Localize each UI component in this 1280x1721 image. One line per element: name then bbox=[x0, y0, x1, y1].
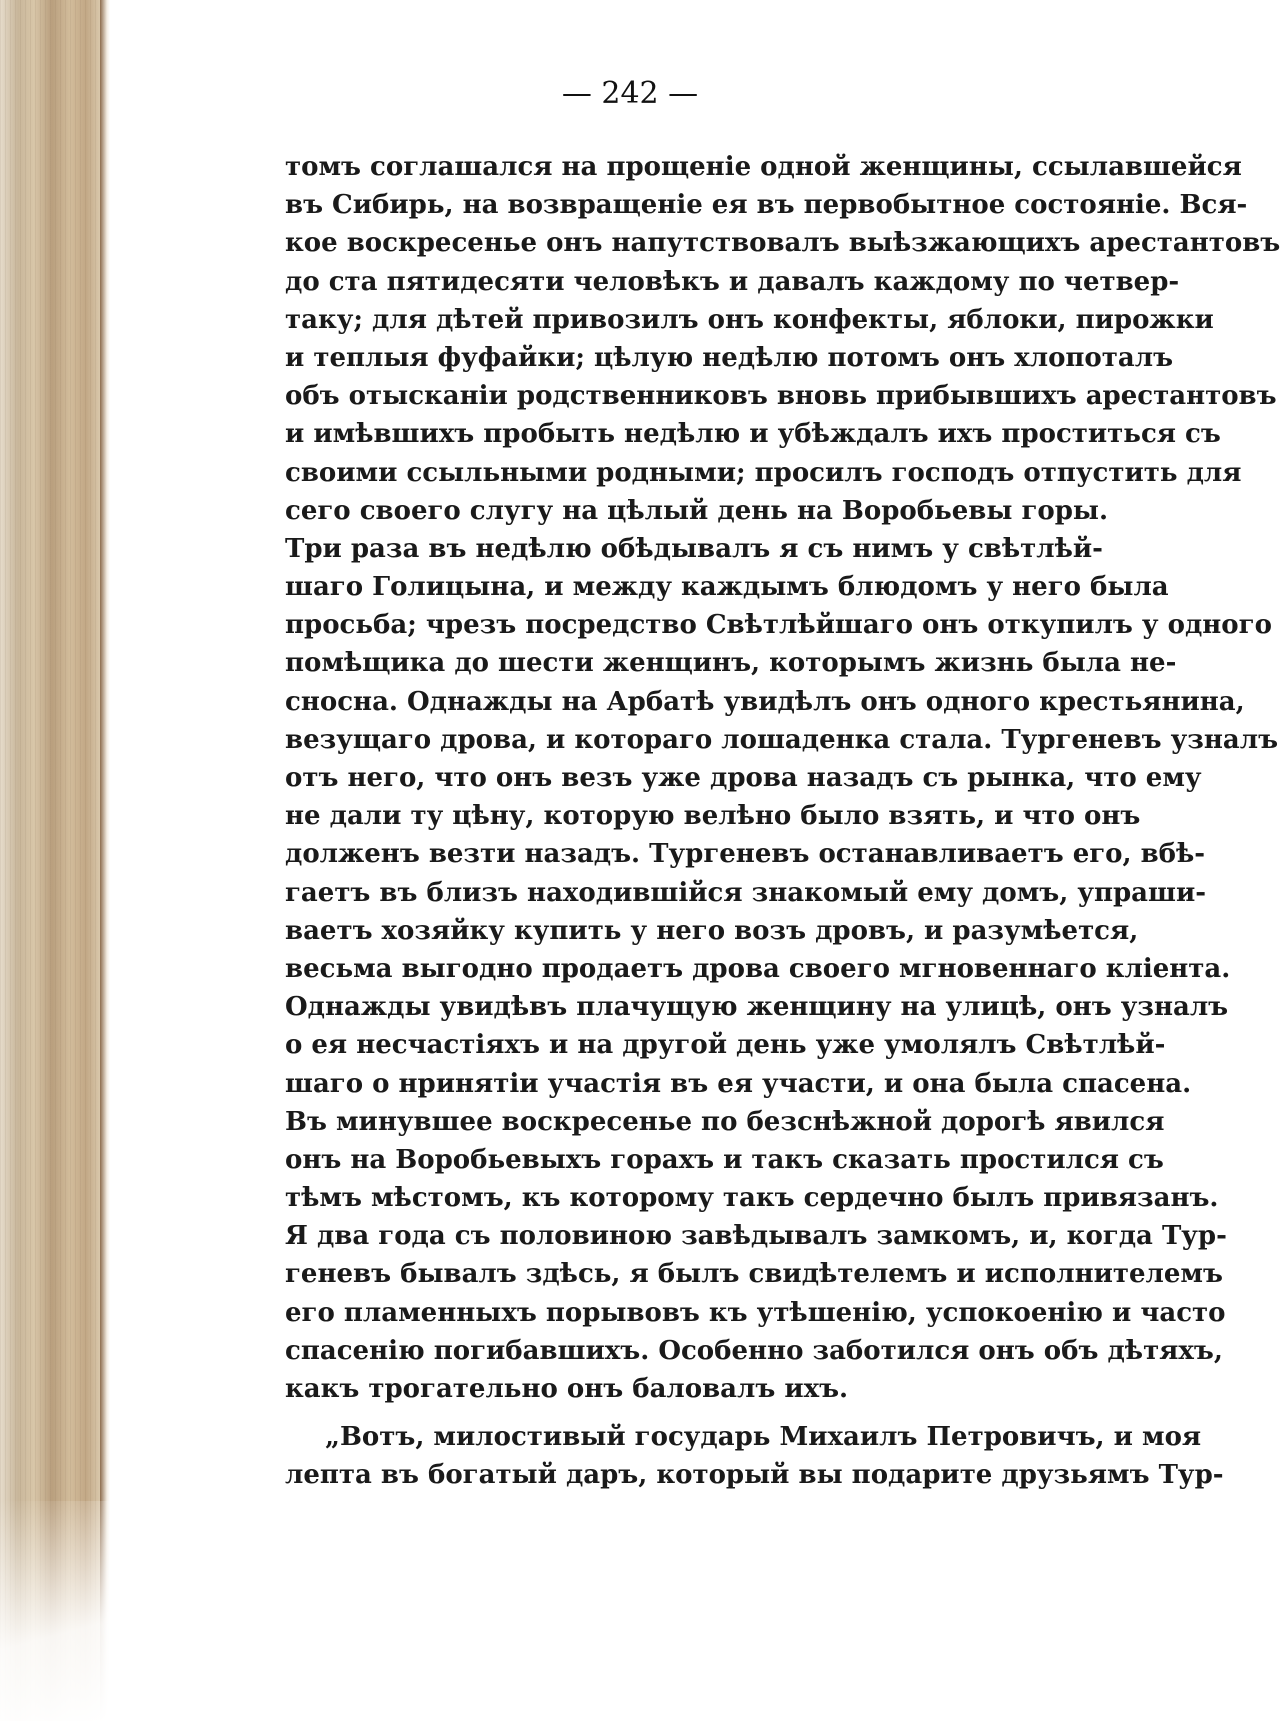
text-line: весьма выгодно продаетъ дрова своего мгновеннаго кліента. bbox=[285, 953, 1231, 984]
text-line: онъ на Воробьевыхъ горахъ и такъ сказать простился съ bbox=[285, 1144, 1164, 1175]
text-line: тѣмъ мѣстомъ, къ которому такъ сердечно былъ привязанъ. bbox=[285, 1183, 1219, 1214]
text-line: сего своего слугу на цѣлый день на Воробьевы горы. bbox=[285, 495, 1109, 526]
text-line: лепта въ богатый даръ, который вы подарите друзьямъ Тур- bbox=[285, 1460, 1224, 1491]
text-line: Въ минувшее воскресенье по безснѣжной дорогѣ явился bbox=[285, 1106, 1165, 1137]
text-line: въ Сибирь, на возвращеніе ея въ первобытное состояніе. Вся- bbox=[285, 190, 1248, 221]
text-line: долженъ везти назадъ. Тургеневъ останавливаетъ его, вбѣ- bbox=[285, 839, 1206, 870]
text-line: объ отысканіи родственниковъ вновь прибывшихъ арестантовъ bbox=[285, 381, 1277, 412]
page-number: — 242 — bbox=[561, 76, 699, 111]
page-corner bbox=[0, 1501, 110, 1721]
text-line: своими ссыльными родными; просилъ господъ отпустить для bbox=[285, 457, 1242, 488]
text-line: до ста пятидесяти человѣкъ и давалъ каждому по четвер- bbox=[285, 266, 1180, 297]
text-line: просьба; чрезъ посредство Свѣтлѣйшаго онъ откупилъ у одного bbox=[285, 610, 1272, 641]
text-line: его пламенныхъ порывовъ къ утѣшенію, успокоенію и часто bbox=[285, 1297, 1226, 1328]
text-line: и имѣвшихъ пробыть недѣлю и убѣждалъ ихъ проститься съ bbox=[285, 419, 1221, 450]
text-line: и теплыя фуфайки; цѣлую недѣлю потомъ онъ хлопоталъ bbox=[285, 342, 1174, 373]
text-line: ваетъ хозяйку купить у него возъ дровъ, и разумѣется, bbox=[285, 915, 1139, 946]
text-line: помѣщика до шести женщинъ, которымъ жизнь была не- bbox=[285, 648, 1177, 679]
text-line: сносна. Однажды на Арбатѣ увидѣлъ онъ одного крестьянина, bbox=[285, 686, 1245, 717]
page-stack-lines bbox=[0, 0, 100, 1721]
text-line: шаго Голицына, и между каждымъ блюдомъ у него была bbox=[285, 572, 1169, 603]
text-line: Однажды увидѣвъ плачущую женщину на улицѣ, онъ узналъ bbox=[285, 992, 1229, 1023]
text-line: кое воскресенье онъ напутствовалъ выѣзжающихъ арестантовъ bbox=[285, 228, 1280, 259]
paragraph-gap bbox=[285, 1408, 1085, 1418]
text-line: о ея несчастіяхъ и на другой день уже умолялъ Свѣтлѣй- bbox=[285, 1030, 1166, 1061]
text-line: шаго о нринятіи участія въ ея участи, и она была спасена. bbox=[285, 1068, 1192, 1099]
text-line: Я два года съ половиною завѣдывалъ замкомъ, и, когда Тур- bbox=[285, 1221, 1227, 1252]
text-line: Три раза въ недѣлю обѣдывалъ я съ нимъ у свѣтлѣй- bbox=[285, 533, 1103, 564]
text-line: гаетъ въ близъ находившійся знакомый ему домъ, упраши- bbox=[285, 877, 1207, 908]
text-line: отъ него, что онъ везъ уже дрова назадъ съ рынка, что ему bbox=[285, 763, 1202, 793]
text-line: геневъ бывалъ здѣсь, я былъ свидѣтелемъ и исполнителемъ bbox=[285, 1259, 1223, 1290]
text-line: таку; для дѣтей привозилъ онъ конфекты, яблоки, пирожки bbox=[285, 304, 1214, 335]
text-line: везущаго дрова, и котораго лошаденка стала. Тургеневъ узналъ bbox=[285, 724, 1279, 755]
text-line: какъ трогательно онъ баловалъ ихъ. bbox=[285, 1374, 849, 1404]
text-line: спасенію погибавшихъ. Особенно заботился онъ объ дѣтяхъ, bbox=[285, 1335, 1223, 1366]
text-line: „Вотъ, милостивый государь Михаилъ Петровичъ, и моя bbox=[325, 1422, 1202, 1453]
text-line: томъ соглашался на прощеніе одной женщины, ссылавшейся bbox=[285, 152, 1242, 182]
body-text bbox=[285, 148, 1280, 1495]
text-line: не дали ту цѣну, которую велѣно было взять, и что онъ bbox=[285, 801, 1141, 832]
gutter-shadow bbox=[100, 0, 110, 1721]
